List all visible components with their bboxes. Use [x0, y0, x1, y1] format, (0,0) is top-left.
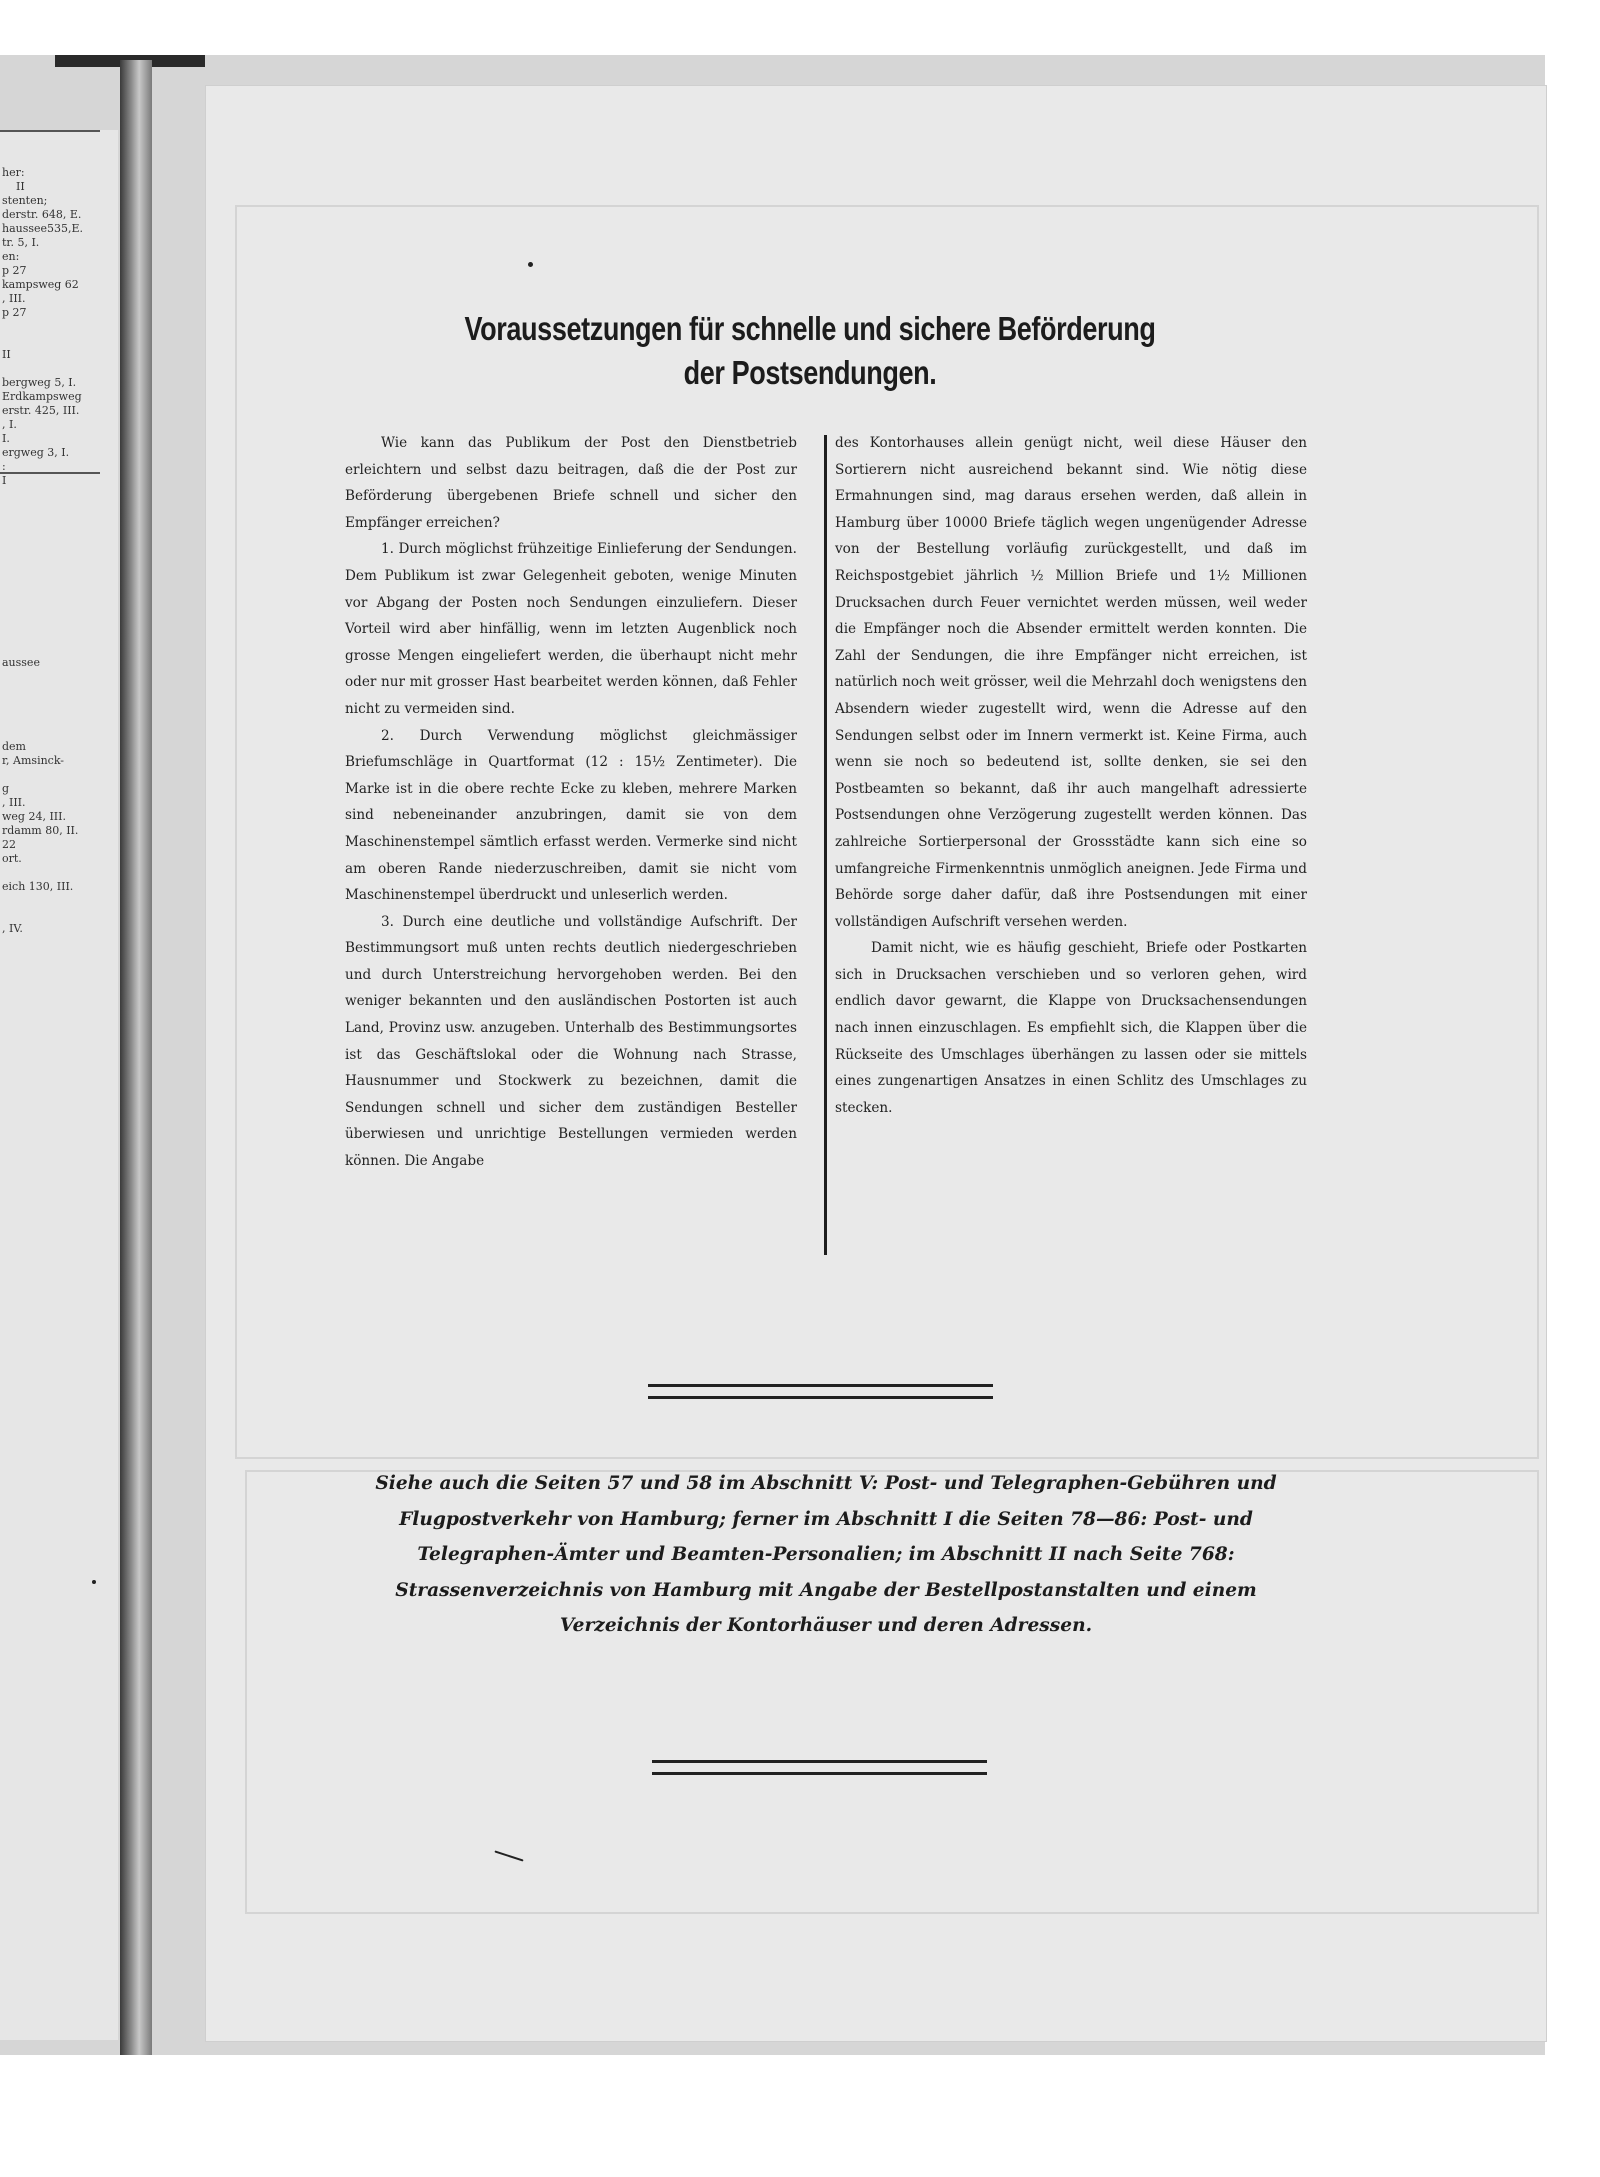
double-rule-lower	[652, 1760, 987, 1775]
article-left-column	[345, 430, 797, 1175]
adjacent-page-rule-top	[0, 130, 100, 132]
paragraph-point-3: 3. Durch eine deutliche und vollständige Aufschrift. Der Bestimmungsort muß unten rechts deutlich niedergeschrieben und durch Unterstreichung hervorgehoben werden. Bei den weniger bekannten und den ausländischen Postorten ist auch Land, Provinz usw. anzugeben. Unterhalb des Bestimmungsortes ist das Geschäftslokal oder die Wohnung nach Strasse, Hausnummer und Stockwerk zu bezeichnen, damit die Sendungen schnell und sicher dem zuständigen Besteller überwiesen und unrichtige Bestellungen vermieden werden können. Die Angabe	[345, 913, 797, 1170]
paragraph-warning: Damit nicht, wie es häufig geschieht, Briefe oder Postkarten sich in Drucksachen verschieben und so verloren gehen, wird endlich davor gewarnt, die Klappe von Drucksachensendungen nach innen einzuschlagen. Es empfiehlt sich, die Klappen über die Rückseite des Umschlages überhängen zu lassen oder sie mittels eines zungenartigen Ansatzes in einen Schlitz des Umschlages zu stecken.	[835, 940, 1307, 1116]
headline-line-1: Voraussetzungen für schnelle und sichere Beförderung	[464, 310, 1156, 347]
adjacent-page-text: her: II stenten; derstr. 648, E. haussee535,E. tr. 5, I. en: p 27 kampsweg 62 , III. p 27 II bergweg 5, I. Erdkampsweg erstr. 425, III. , I. I. ergweg 3, I. : I aussee dem r, Amsinck- g , III. weg 24, III. rdamm 80, II. 22 ort. eich 130, III. , IV.	[2, 166, 84, 935]
adjacent-page-fragment	[0, 130, 118, 2040]
headline-line-2: der Postsendungen.	[683, 354, 937, 391]
article-headline	[425, 307, 1196, 395]
print-speck	[92, 1580, 96, 1584]
paragraph-point-2: 2. Durch Verwendung möglichst gleichmässiger Briefumschläge in Quartformat (12 : 15½ Zentimeter). Die Marke ist in die obere rechte Ecke zu kleben, mehrere Marken sind nebeneinander anzubringen, damit sie von dem Maschinenstempel sämtlich erfasst werden. Vermerke sind nicht am oberen Rande niederzuschreiben, damit sie nicht vom Maschinenstempel überdruckt und unleserlich werden.	[345, 727, 797, 904]
book-binding	[120, 60, 152, 2055]
print-speck	[528, 262, 533, 267]
double-rule-upper	[648, 1384, 993, 1399]
paragraph-intro: Wie kann das Publikum der Post den Dienstbetrieb erleichtern und selbst dazu beitragen, daß die der Post zur Beförderung übergebenen Briefe schnell und sicher den Empfänger erreichen?	[345, 435, 797, 531]
column-divider	[824, 435, 827, 1255]
article-right-column	[835, 430, 1307, 1121]
paragraph-point-1: 1. Durch möglichst frühzeitige Einlieferung der Sendungen. Dem Publikum ist zwar Gelegenheit geboten, wenige Minuten vor Abgang der Posten noch Sendungen einzuliefern. Dieser Vorteil wird aber hinfällig, wenn im letzten Augenblick noch grosse Mengen eingeliefert werden, die überhaupt nicht mehr oder nur mit grosser Hast bearbeitet werden können, daß Fehler nicht zu vermeiden sind.	[345, 541, 797, 717]
paragraph-continuation: des Kontorhauses allein genügt nicht, weil diese Häuser den Sortierern nicht ausreichend bekannt sind. Wie nötig diese Ermahnungen sind, mag daraus ersehen werden, daß allein in Hamburg über 10000 Briefe täglich wegen ungenügender Adresse von der Bestellung vorläufig zurückgestellt, und daß im Reichspostgebiet jährlich ½ Million Briefe und 1½ Millionen Drucksachen durch Feuer vernichtet werden müssen, weil weder die Empfänger noch die Absender ermittelt werden konnten. Die Zahl der Sendungen, die ihre Empfänger nicht erreichen, ist natürlich noch weit grösser, weil die Mehrzahl doch wenigstens den Absendern wieder zugestellt wird, wenn die Adresse auf den Sendungen selbst oder im Innern vermerkt ist. Keine Firma, auch wenn sie noch so bedeutend ist, sollte denken, sie sei den Postbeamten so bekannt, daß ihr auch mangelhaft adressierte Postsendungen ohne Verzögerung zugestellt werden können. Das zahlreiche Sortierpersonal der Grossstädte kann sich eine so umfangreiche Firmenkenntnis unmöglich aneignen. Jede Firma und Behörde sorge daher dafür, daß ihre Postsendungen mit einer vollständigen Aufschrift versehen werden.	[835, 435, 1307, 930]
cross-reference-note: Siehe auch die Seiten 57 und 58 im Abschnitt V: Post- und Telegraphen-Gebühren und Flugpostverkehr von Hamburg; ferner im Abschnitt I die Seiten 78—86: Post- und Telegraphen-Ämter und Beamten-Personalien; im Abschnitt II nach Seite 768: Strassenverzeichnis von Hamburg mit Angabe der Bestellpostanstalten und einem Verzeichnis der Kontorhäuser und deren Adressen.	[375, 1473, 1277, 1636]
